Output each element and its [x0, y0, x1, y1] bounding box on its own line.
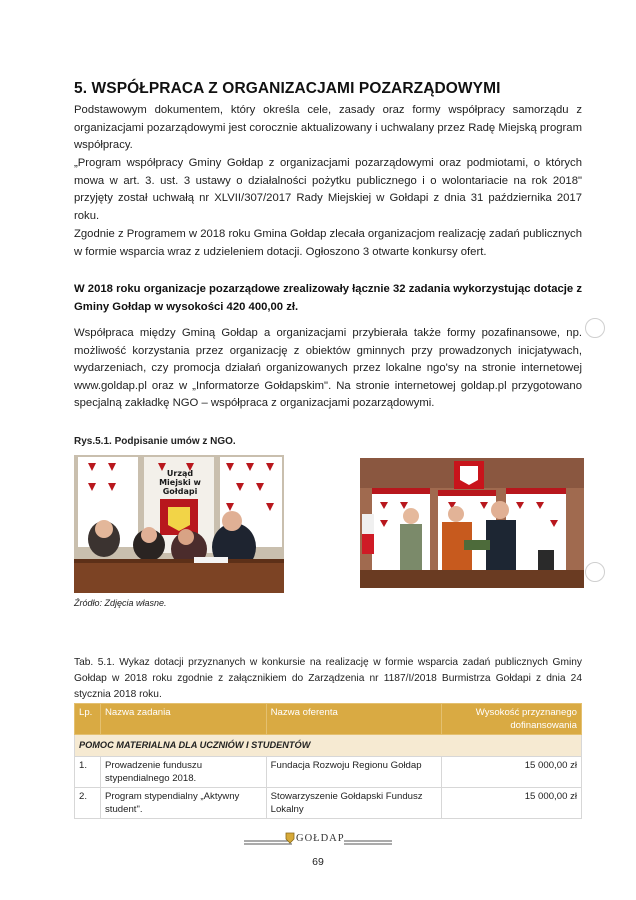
table-row — [75, 757, 582, 788]
row-amount: 15 000,00 zł — [442, 788, 582, 819]
header-task: Nazwa zadania — [100, 704, 266, 735]
section-heading: 5. WSPÓŁPRACA Z ORGANIZACJAMI POZARZĄDOWYMI — [74, 80, 501, 97]
table-row — [75, 788, 582, 819]
program-paragraph: „Program współpracy Gminy Gołdap z organizacjami pozarządowymi oraz podmiotami, o których mowa w art. 3. ust. 3 ustawy o działalności pożytku publicznego i o wolontariacie na rok 2018" przyjęty został uchwałą nr XLVII/307/2017 Rady Miejskiej w Gołdapi z dnia 31 października 2017 roku. — [74, 157, 582, 222]
signing-photo-right — [360, 458, 584, 588]
section-title: POMOC MATERIALNA DLA UCZNIÓW I STUDENTÓW — [75, 735, 582, 757]
intro-paragraph: Podstawowym dokumentem, który określa cele, zasady oraz formy współpracy samorządu z organizacjami pozarządowymi jest corocznie aktualizowany i uchwalany przez Radę Miejską program współpracy. — [74, 104, 582, 152]
page-number: 69 — [312, 856, 324, 868]
coat-of-arms-icon — [285, 832, 295, 844]
row-org: Stowarzyszenie Gołdapski Fundusz Lokalny — [266, 788, 442, 819]
figure-source: Źródło: Zdjęcia własne. — [74, 598, 167, 608]
contest-paragraph: Zgodnie z Programem w 2018 roku Gmina Gołdap zlecała organizacjom realizację zadań publicznych w formie wsparcia wraz z udzieleniem dotacji. Ogłoszono 3 otwarte konkursy ofert. — [74, 228, 582, 258]
header-org: Nazwa oferenta — [266, 704, 442, 735]
row-org: Fundacja Rozwoju Regionu Gołdap — [266, 757, 442, 788]
grants-table — [74, 703, 582, 819]
header-amount: Wysokość przyznanego dofinansowania — [442, 704, 582, 735]
table-section-row — [75, 735, 582, 757]
row-lp: 1. — [75, 757, 101, 788]
row-task: Program stypendialny „Aktywny student". — [100, 788, 266, 819]
cooperation-paragraph: Współpraca między Gminą Gołdap a organizacjami przybierała także formy pozafinansowe, np. możliwość korzystania przez organizację z obiektów gminnych przy prowadzonych inicjatywach, wydarzeniach, czy promocja działań organizowanych przez lokalne ngo'sy na stronie internetowej www.goldap.pl oraz w „Informatorze Gołdapskim". Na stronie internetowej goldap.pl przygotowano specjalną zakładkę NGO – współpraca z organizacjami pozarządowymi. — [74, 327, 582, 410]
figure-caption: Rys.5.1. Podpisanie umów z NGO. — [74, 436, 236, 447]
table-header-row — [75, 704, 582, 735]
punch-hole-mark — [585, 318, 605, 338]
table-caption: Tab. 5.1. Wykaz dotacji przyznanych w konkursie na realizację w formie wsparcia zadań publicznych Gminy Gołdap w 2018 roku zgodnie z załącznikiem do Zarządzenia nr 1187/I/2018 Burmistrza Gołdapi z dnia 24 stycznia 2018 roku. — [74, 657, 582, 700]
row-amount: 15 000,00 zł — [442, 757, 582, 788]
header-lp: Lp. — [75, 704, 101, 735]
row-lp: 2. — [75, 788, 101, 819]
punch-hole-mark — [585, 562, 605, 582]
banner-text: Urząd Miejski w Gołdapi — [159, 469, 201, 496]
signing-photo-left — [74, 455, 284, 593]
highlight-paragraph: W 2018 roku organizacje pozarządowe zrealizowały łącznie 32 zadania wykorzystując dotacje z Gminy Gołdap w wysokości 420 400,00 zł. — [74, 283, 582, 313]
row-task: Prowadzenie funduszu stypendialnego 2018. — [100, 757, 266, 788]
footer-logo: GOŁDAP — [296, 833, 345, 844]
